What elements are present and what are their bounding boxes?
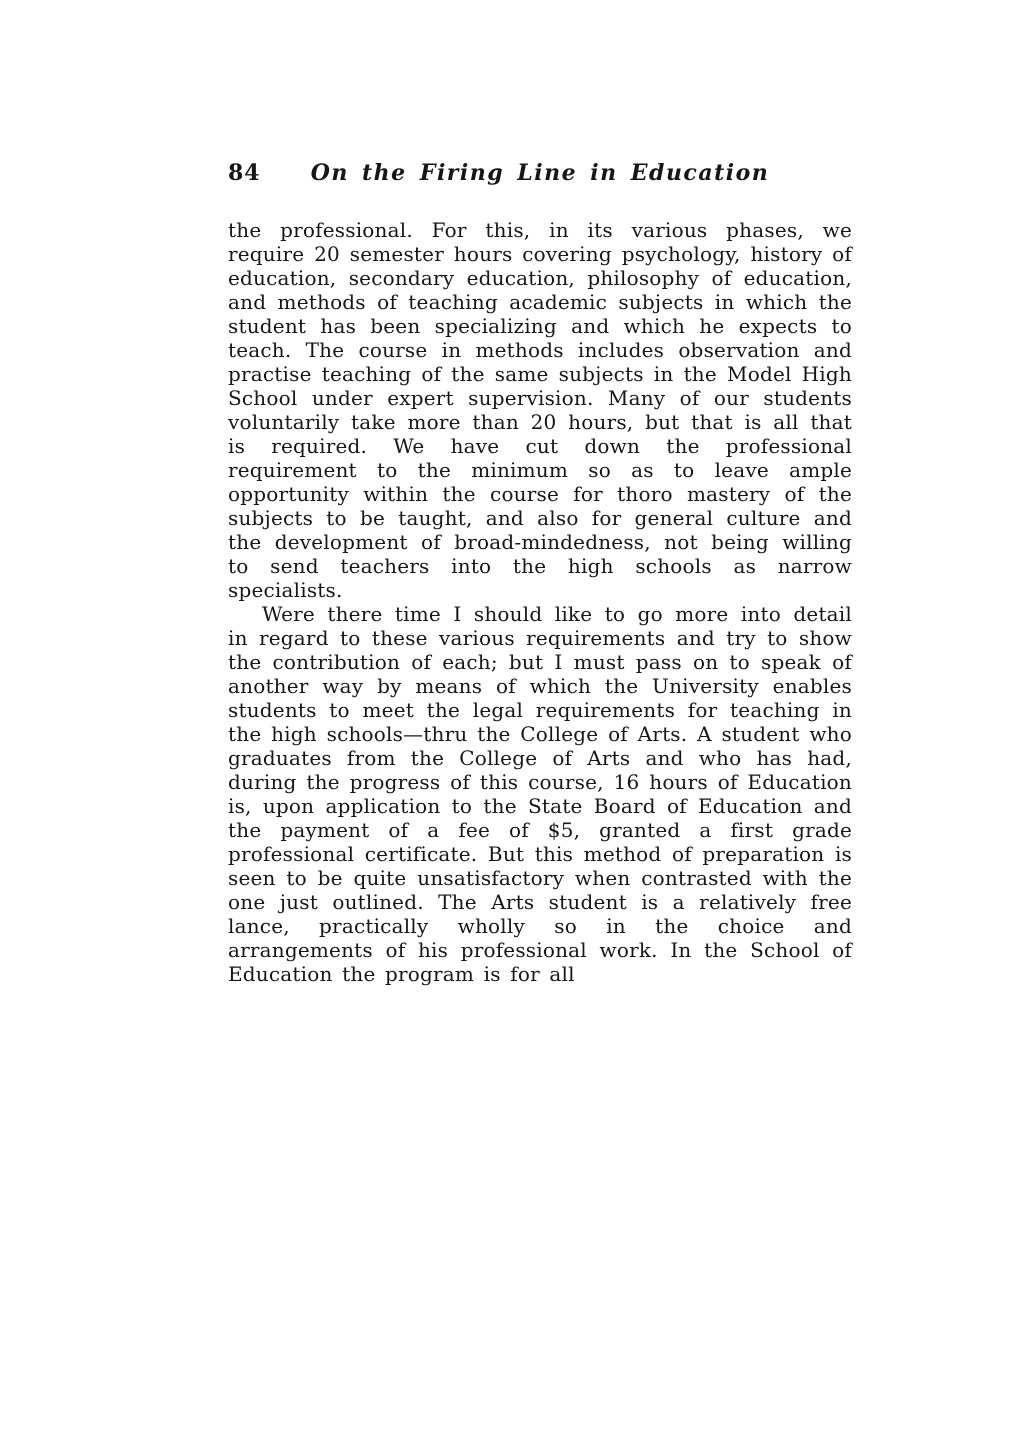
paragraph-2: Were there time I should like to go more into detail in regard to these various requirements and try to show the contribution of each; but I must pass on to speak of another way by means of which the University enables students to meet the legal requirements for teaching in the high schools—thru the College of Arts. A student who graduates from the College of Arts and who has had, during the progress of this course, 16 hours of Education is, upon application to the State Board of Education and the payment of a fee of $5, granted a first grade professional certificate. But this method of preparation is seen to be quite unsatisfactory when contrasted with the one just outlined. The Arts student is a relatively free lance, practically wholly so in the choice and arrangements of his professional work. In the School of Education the program is for all <box>228 602 852 986</box>
page-header <box>228 160 852 194</box>
text-column <box>228 160 852 986</box>
page-body <box>228 218 852 986</box>
paragraph-1: the professional. For this, in its various phases, we require 20 semester hours covering psychology, history of education, secondary education, philosophy of education, and methods of teaching academic subjects in which the student has been specializing and which he expects to teach. The course in methods includes observation and practise teaching of the same subjects in the Model High School under expert supervision. Many of our students voluntarily take more than 20 hours, but that is all that is required. We have cut down the professional requirement to the minimum so as to leave ample opportunity within the course for thoro mastery of the subjects to be taught, and also for general culture and the development of broad-mindedness, not being willing to send teachers into the high schools as narrow specialists. <box>228 218 852 602</box>
page-number: 84 <box>228 160 261 186</box>
running-title: On the Firing Line in Education <box>310 160 770 186</box>
